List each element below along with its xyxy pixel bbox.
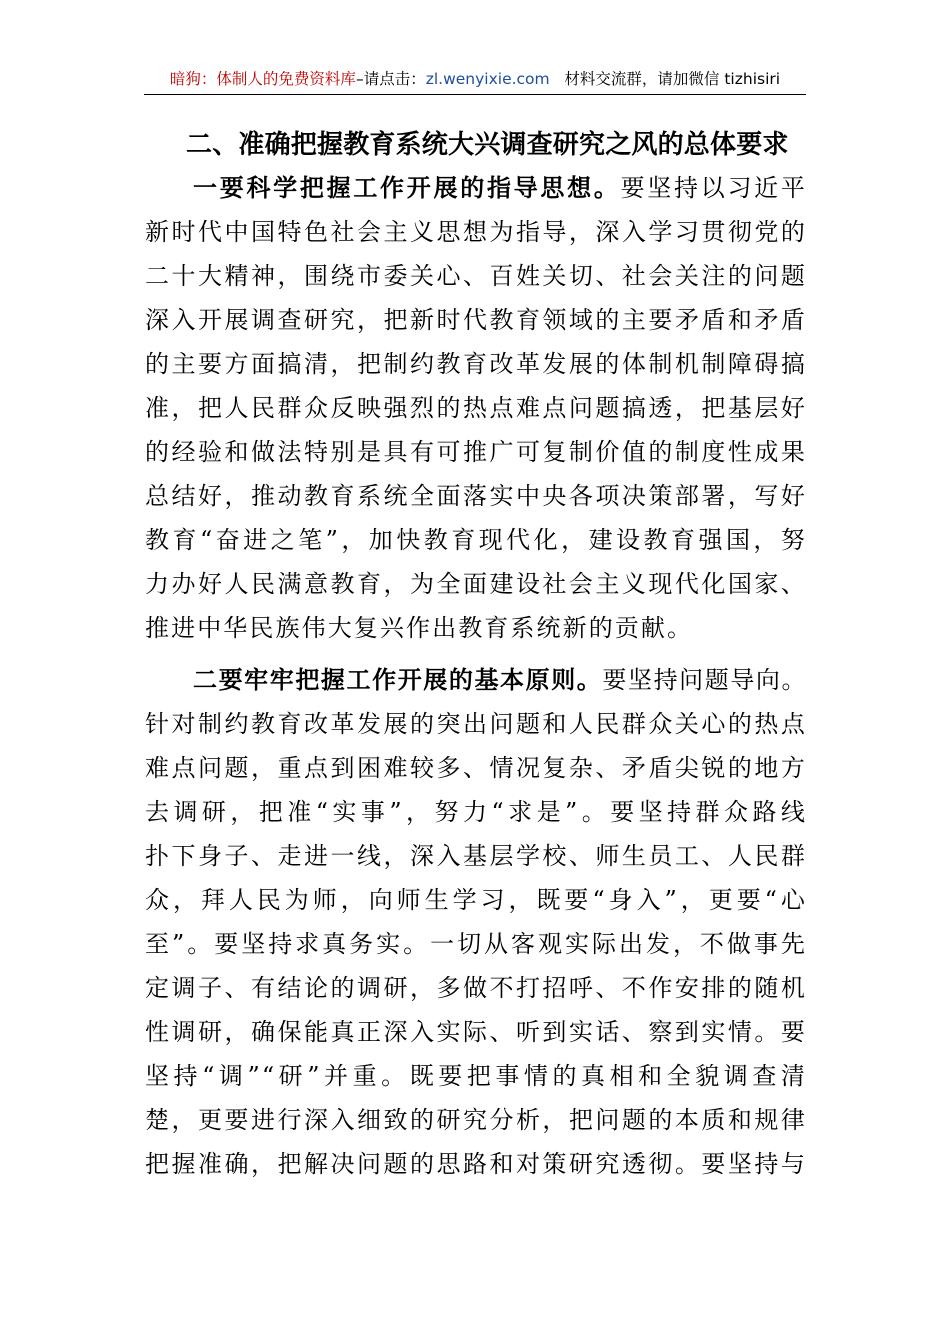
section-heading: 二、准确把握教育系统大兴调查研究之风的总体要求 (186, 130, 789, 160)
paragraph-lead: 一要科学把握工作开展的指导思想。 (193, 174, 621, 202)
paragraph-line: 扑下身子、走进一线，深入基层学校、师生员工、人民群 (145, 842, 807, 870)
paragraph-line: 的经验和做法特别是具有可推广可复制价值的制度性成果 (145, 438, 807, 466)
paragraph-line: 定调子、有结论的调研，多做不打招呼、不作安排的随机 (145, 974, 807, 1002)
header-url-link[interactable]: zl.wenyixie.com (425, 70, 550, 88)
paragraph-line: 性调研，确保能真正深入实际、听到实话、察到实情。要 (145, 1018, 807, 1046)
paragraph-line: 一要科学把握工作开展的指导思想。要坚持以习近平 (193, 174, 807, 202)
paragraph-line: 总结好，推动教育系统全面落实中央各项决策部署，写好 (145, 482, 807, 510)
header-contact: 材料交流群，请加微信 tizhisiri (564, 70, 781, 88)
paragraph-line: 推进中华民族伟大复兴作出教育系统新的贡献。 (145, 614, 694, 642)
paragraph-line: 二要牢牢把握工作开展的基本原则。要坚持问题导向。 (193, 666, 807, 694)
paragraph-line: 坚持“调”“研”并重。既要把事情的真相和全貌调查清 (145, 1062, 807, 1090)
paragraph-line: 新时代中国特色社会主义思想为指导，深入学习贯彻党的 (145, 218, 807, 246)
paragraph-lead: 二要牢牢把握工作开展的基本原则。 (193, 666, 603, 694)
paragraph-basic-principles (145, 658, 807, 1186)
paragraph-line: 把握准确，把解决问题的思路和对策研究透彻。要坚持与 (145, 1150, 807, 1178)
header-click-prompt: –请点击： (355, 70, 426, 88)
paragraph-line: 至”。要坚持求真务实。一切从客观实际出发，不做事先 (145, 930, 807, 958)
paragraph-line: 力办好人民满意教育，为全面建设社会主义现代化国家、 (145, 570, 807, 598)
page-header (144, 68, 806, 90)
paragraph-line: 二十大精神，围绕市委关心、百姓关切、社会关注的问题 (145, 262, 807, 290)
paragraph-line: 去调研，把准“实事”，努力“求是”。要坚持群众路线 (145, 798, 807, 826)
paragraph-line: 楚，更要进行深入细致的研究分析，把问题的本质和规律 (145, 1106, 807, 1134)
paragraph-line: 难点问题，重点到困难较多、情况复杂、矛盾尖锐的地方 (145, 754, 807, 782)
paragraph-guiding-ideology (145, 166, 807, 650)
paragraph-line: 深入开展调查研究，把新时代教育领域的主要矛盾和矛盾 (145, 306, 807, 334)
paragraph-line: 针对制约教育改革发展的突出问题和人民群众关心的热点 (145, 710, 807, 738)
header-brand: 暗狗：体制人的免费资料库 (169, 70, 356, 88)
header-divider (144, 94, 806, 95)
paragraph-line: 教育“奋进之笔”，加快教育现代化，建设教育强国，努 (145, 526, 807, 554)
paragraph-line: 准，把人民群众反映强烈的热点难点问题搞透，把基层好 (145, 394, 807, 422)
paragraph-line: 的主要方面搞清，把制约教育改革发展的体制机制障碍搞 (145, 350, 807, 378)
paragraph-line: 众，拜人民为师，向师生学习，既要“身入”，更要“心 (145, 886, 807, 914)
